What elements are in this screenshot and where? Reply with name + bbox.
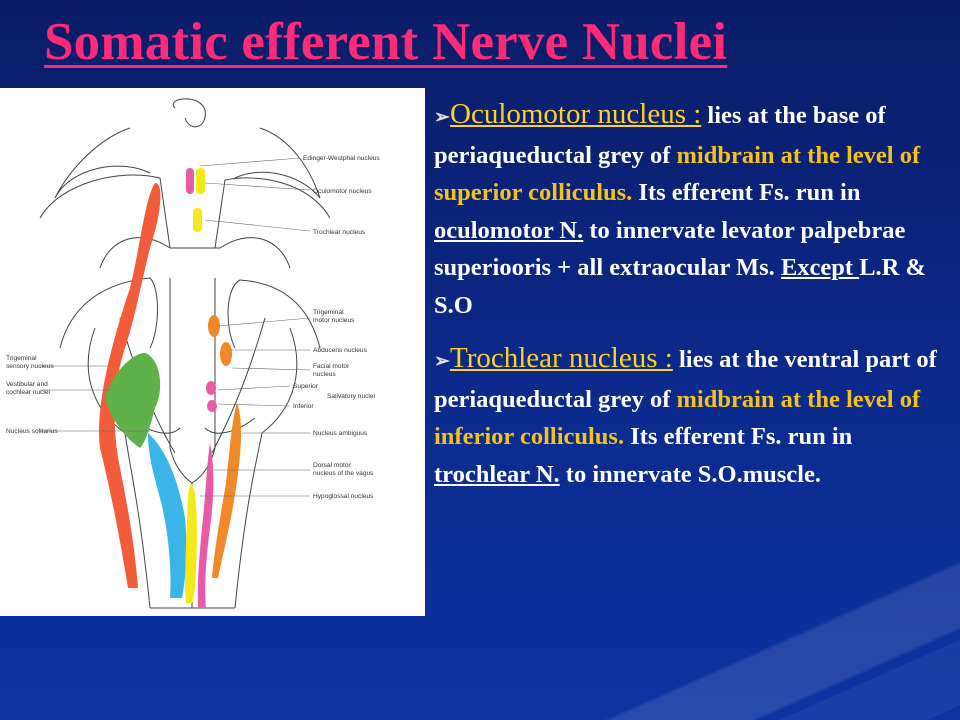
oculomotor-heading: Oculomotor nucleus : <box>450 98 702 130</box>
label-dorsal-1: Dorsal motor <box>313 462 351 469</box>
bullet-arrow-icon: ➢ <box>434 351 450 372</box>
p2-nerve-name: trochlear N. <box>434 460 560 488</box>
label-edinger-westphal: Edinger-Westphal nucleus <box>303 155 380 162</box>
brainstem-illustration <box>0 88 425 616</box>
bullet-arrow-icon: ➢ <box>434 107 450 128</box>
label-salivatory: Salivatory nuclei <box>327 393 376 400</box>
p1-text-4: L.R & S.O <box>434 254 926 319</box>
label-vestibular-1: Vestibular and <box>6 381 48 388</box>
label-hypoglossal: Hypoglossal nucleus <box>313 493 374 500</box>
label-trochlear: Trochlear nucleus <box>313 229 366 236</box>
p2-text-3: to innervate S.O.muscle. <box>559 460 821 488</box>
label-abducens: Abducens nucleus <box>313 347 367 354</box>
p1-except: Except <box>780 254 860 281</box>
label-vestibular-2: cochlear nuclei <box>6 389 50 396</box>
p1-text-3: to innervate levator palpebrae superiooris + all extraocular Ms. <box>434 216 906 281</box>
p2-highlight: midbrain at the level of inferior colliculus. <box>434 385 921 450</box>
p2-text-1: lies at the ventral part of periaqueductal grey of <box>434 346 937 413</box>
p1-text-1: lies at the base of periaqueductal grey of <box>434 102 886 169</box>
label-solitarius: Nucleus solitarius <box>6 428 58 435</box>
label-trigeminal-sensory-2: sensory nucleus <box>6 363 54 370</box>
brainstem-diagram <box>0 88 425 616</box>
label-inferior: Inferior <box>293 403 314 410</box>
p2-text-2: Its efferent Fs. run in <box>624 423 853 450</box>
p1-highlight: midbrain at the level of superior colliculus. <box>434 141 921 206</box>
oculomotor-paragraph <box>434 96 952 324</box>
label-trigeminal-motor-1: Trigeminal <box>313 309 344 316</box>
label-dorsal-2: nucleus of the vagus <box>313 470 374 477</box>
label-facial-1: Facial motor <box>313 363 350 370</box>
label-superior: Superior <box>293 383 318 390</box>
slide-title: Somatic efferent Nerve Nuclei <box>44 13 728 71</box>
trochlear-paragraph <box>434 340 952 493</box>
label-oculomotor: Oculomotor nucleus <box>313 188 372 195</box>
content-text <box>434 96 952 509</box>
label-trigeminal-sensory-1: Trigeminal <box>6 355 37 362</box>
label-ambiguus: Nucleus ambiguus <box>313 430 368 437</box>
p1-text-2: Its efferent Fs. run in <box>632 179 861 206</box>
label-trigeminal-motor-2: motor nucleus <box>313 317 355 324</box>
p1-nerve-name: oculomotor N. <box>434 216 584 244</box>
label-facial-2: nucleus <box>313 371 336 378</box>
trochlear-heading: Trochlear nucleus : <box>450 342 673 374</box>
